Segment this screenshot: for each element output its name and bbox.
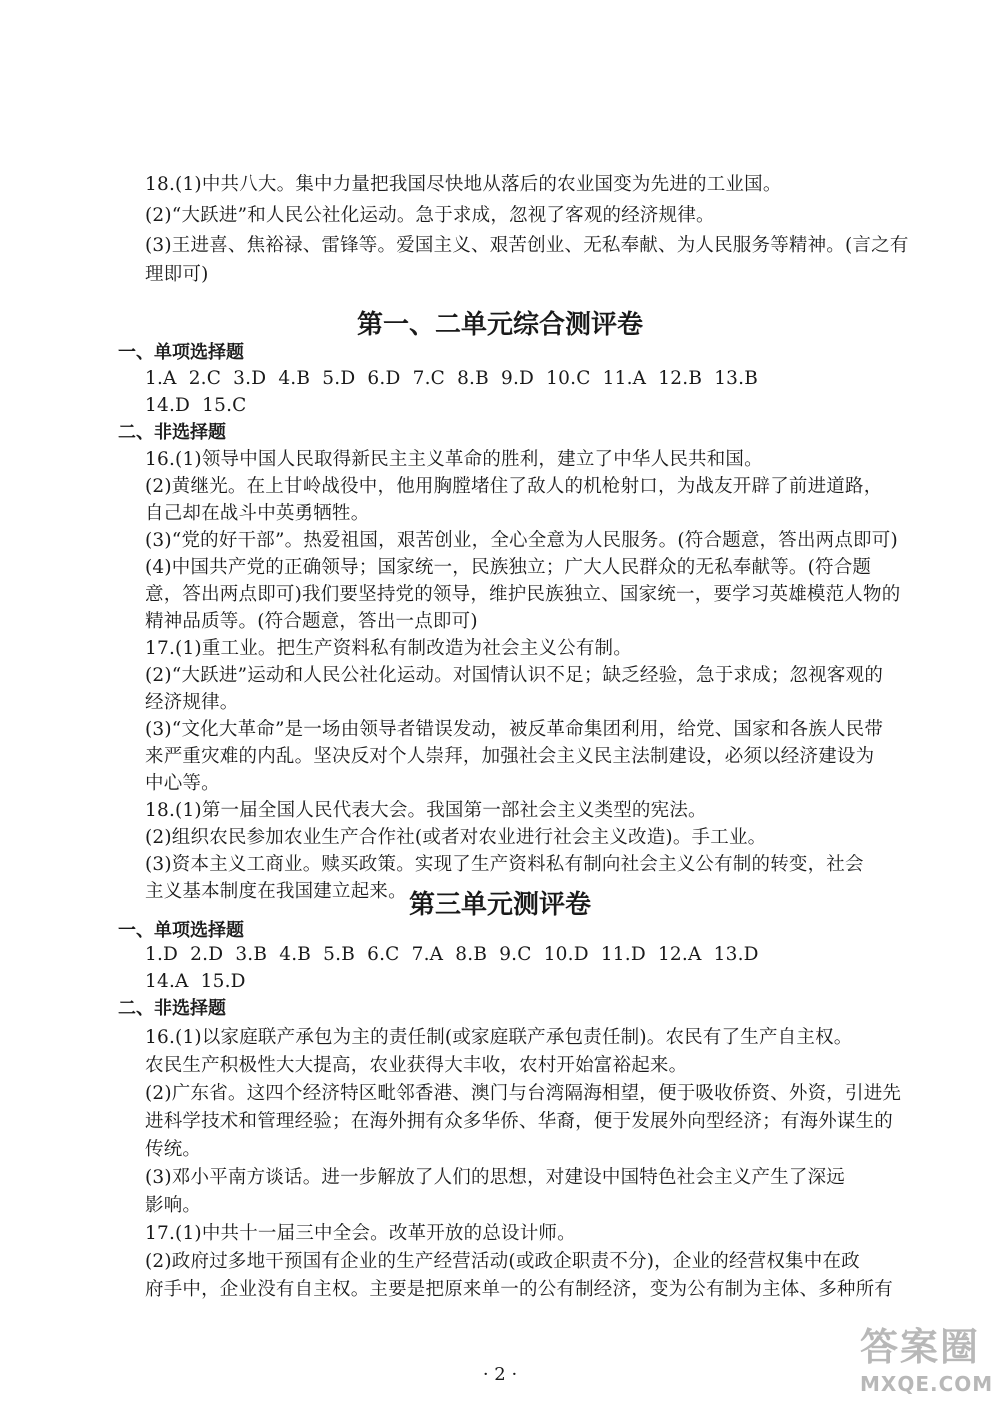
answer-line: 16.(1)以家庭联产承包为主的责任制(或家庭联产承包责任制)。农民有了生产自主权。 [145,1027,853,1048]
answer-line: 16.(1)领导中国人民取得新民主主义革命的胜利，建立了中华人民共和国。 [145,449,763,470]
nmc-heading: 二、非选择题 [118,422,226,443]
watermark-logo [860,1316,994,1406]
answer-line: 府手中，企业没有自主权。主要是把原来单一的公有制经济，变为公有制为主体、多种所有 [145,1279,894,1300]
answer-line: 来严重灾难的内乱。坚决反对个人崇拜，加强社会主义民主法制建设，必须以经济建设为 [145,746,875,767]
watermark-text: 答案圈 [860,1325,981,1369]
section-title: 第一、二单元综合测评卷 [356,310,643,340]
nmc-heading: 二、非选择题 [118,998,226,1019]
answer-line: 进科学技术和管理经验；在海外拥有众多华侨、华裔，便于发展外向型经济；有海外谋生的 [145,1111,894,1132]
mc-answers: 14.D 15.C [145,395,247,416]
answer-line: 经济规律。 [145,692,239,713]
answer-line: (3)王进喜、焦裕禄、雷锋等。爱国主义、艰苦创业、无私奉献、为人民服务等精神。(言之有 [145,235,909,256]
answer-line: (3)“党的好干部”。热爱祖国，艰苦创业，全心全意为人民服务。(符合题意，答出两点即可) [145,530,898,551]
answer-line: 主义基本制度在我国建立起来。 [145,881,407,902]
mc-heading: 一、单项选择题 [118,342,244,363]
mc-answers: 1.A 2.C 3.D 4.B 5.D 6.D 7.C 8.B 9.D 10.C 11.A 12.B 13.B [145,368,759,389]
watermark-url: MXQE.COM [860,1372,994,1396]
answer-line: 意，答出两点即可)我们要坚持党的领导，维护民族独立、国家统一，要学习英雄模范人物的 [145,584,901,605]
mc-answers: 1.D 2.D 3.B 4.B 5.B 6.C 7.A 8.B 9.C 10.D 11.D 12.A 13.D [145,944,759,965]
answer-line: 中心等。 [145,773,220,794]
answer-line: (2)“大跃进”和人民公社化运动。急于求成，忽视了客观的经济规律。 [145,205,715,226]
answer-line: (3)“文化大革命”是一场由领导者错误发动，被反革命集团利用，给党、国家和各族人民带 [145,719,884,740]
answer-line: 精神品质等。(符合题意，答出一点即可) [145,611,478,632]
answer-line: 自己却在战斗中英勇牺牲。 [145,503,370,524]
answer-line: (2)政府过多地干预国有企业的生产经营活动(或政企职责不分)，企业的经营权集中在政 [145,1251,860,1272]
section-title: 第三单元测评卷 [408,890,591,920]
answer-line: 17.(1)中共十一届三中全会。改革开放的总设计师。 [145,1223,576,1244]
mc-heading: 一、单项选择题 [118,920,244,941]
answer-line: 传统。 [145,1139,202,1160]
answer-line: 18.(1)中共八大。集中力量把我国尽快地从落后的农业国变为先进的工业国。 [145,174,782,195]
answer-line: 18.(1)第一届全国人民代表大会。我国第一部社会主义类型的宪法。 [145,800,707,821]
answer-line: (3)邓小平南方谈话。进一步解放了人们的思想，对建设中国特色社会主义产生了深远 [145,1167,846,1188]
mc-answers: 14.A 15.D [145,971,246,992]
answer-line: 17.(1)重工业。把生产资料私有制改造为社会主义公有制。 [145,638,632,659]
answer-line: 影响。 [145,1195,202,1216]
answer-line: 理即可) [145,264,209,285]
page-number: · 2 · [482,1364,518,1385]
answer-line: 农民生产积极性大大提高，农业获得大丰收，农村开始富裕起来。 [145,1055,688,1076]
answer-line: (2)“大跃进”运动和人民公社化运动。对国情认识不足；缺乏经验，急于求成；忽视客观的 [145,665,884,686]
answer-line: (2)黄继光。在上甘岭战役中，他用胸膛堵住了敌人的机枪射口，为战友开辟了前进道路， [145,476,883,497]
answer-line: (4)中国共产党的正确领导；国家统一，民族独立；广大人民群众的无私奉献等。(符合题 [145,557,872,578]
answer-line: (2)广东省。这四个经济特区毗邻香港、澳门与台湾隔海相望，便于吸收侨资、外资，引进先 [145,1083,902,1104]
answer-line: (3)资本主义工商业。赎买政策。实现了生产资料私有制向社会主义公有制的转变，社会 [145,854,864,875]
answer-line: (2)组织农民参加农业生产合作社(或者对农业进行社会主义改造)。手工业。 [145,827,767,848]
